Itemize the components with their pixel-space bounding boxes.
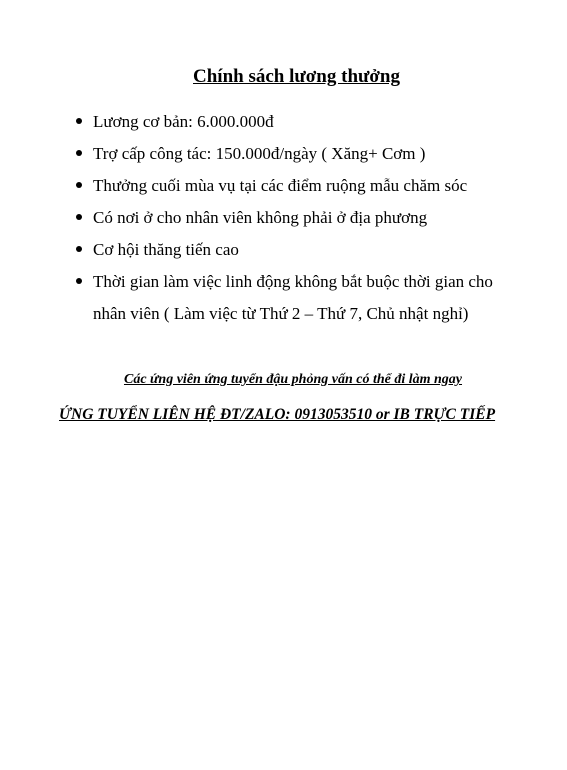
benefit-text: Cơ hội thăng tiến cao [93, 240, 239, 259]
bullet-icon [76, 214, 82, 220]
benefits-list [72, 106, 512, 330]
bullet-icon [76, 246, 82, 252]
document-title: Chính sách lương thưởng [193, 66, 400, 87]
bullet-icon [76, 182, 82, 188]
list-item [72, 106, 512, 138]
list-item [72, 202, 512, 234]
hiring-note: Các ứng viên ứng tuyển đậu phỏng vấn có thể đi làm ngay [123, 372, 463, 387]
benefit-text: Trợ cấp công tác: 150.000đ/ngày ( Xăng+ Cơm ) [93, 144, 426, 163]
list-item [72, 170, 512, 202]
contact-line: ỨNG TUYỂN LIÊN HỆ ĐT/ZALO: 0913053510 or IB TRỰC TIẾP [59, 406, 496, 423]
benefit-text: Thưởng cuối mùa vụ tại các điểm ruộng mẫu chăm sóc [93, 176, 468, 195]
list-item [72, 266, 512, 330]
benefit-text: Thời gian làm việc linh động không bắt buộc thời gian cho nhân viên ( Làm việc từ Thứ 2 – Thứ 7, Chủ nhật nghỉ) [93, 272, 493, 323]
bullet-icon [76, 118, 82, 124]
benefit-text: Lương cơ bản: 6.000.000đ [93, 112, 274, 131]
benefit-text: Có nơi ở cho nhân viên không phải ở địa phương [93, 208, 428, 227]
bullet-icon [76, 278, 82, 284]
bullet-icon [76, 150, 82, 156]
list-item [72, 138, 512, 170]
list-item [72, 234, 512, 266]
